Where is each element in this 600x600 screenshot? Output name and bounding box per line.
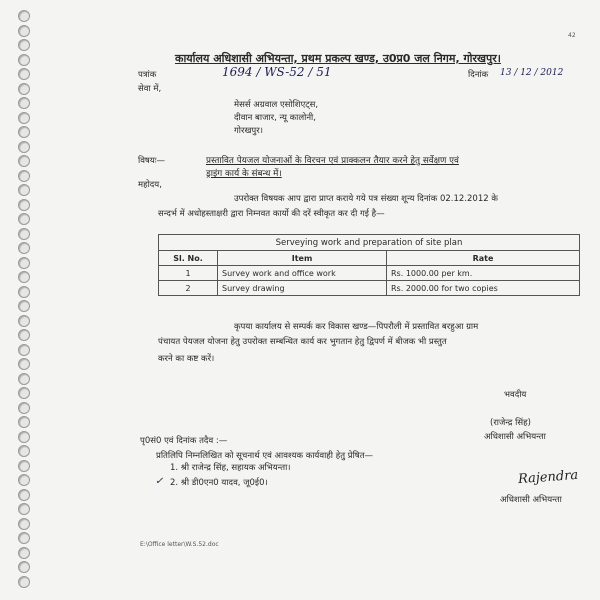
page-number: 42 [568,32,576,39]
binding-hole [18,68,30,80]
paragraph-line: उपरोक्त विषयक आप द्वारा प्राप्त कराये गये पत्र संख्या शून्य दिनांक 02.12.2012 के [234,194,498,204]
address-line: दीवान बाजार, न्यू कालोनी, [234,113,316,123]
seva-label: सेवा में, [138,84,162,94]
binding-hole [18,199,30,211]
binding-hole [18,474,30,486]
table-header: Item [218,251,387,266]
patrank-label: पत्रांक [138,70,157,80]
bottom-title: अधिशासी अभियन्ता [500,495,562,505]
signer-title: अधिशासी अभियन्ता [484,432,546,442]
binding-hole [18,184,30,196]
binding-hole [18,576,30,588]
binding-hole [18,344,30,356]
salutation: महोदय, [138,180,162,190]
binding-hole [18,358,30,370]
binding-hole [18,126,30,138]
table-cell: 1 [159,266,218,281]
table-cell: 2 [159,281,218,296]
binding-hole [18,271,30,283]
paragraph-line: पंचायत पेयजल योजना हेतु उपरोक्त सम्बन्धित कार्य कर भुगतान हेतु द्विपर्ण में बीजक भी प्रस्तुत [158,337,447,347]
binding-hole [18,460,30,472]
spiral-binding [18,10,32,595]
binding-hole [18,141,30,153]
binding-hole [18,170,30,182]
table-header: Rate [387,251,580,266]
rate-table [158,234,580,296]
table-header-row [159,251,580,266]
binding-hole [18,373,30,385]
paragraph-line: सन्दर्भ में अधोहस्ताक्षरी द्वारा निम्नवत कार्यो की दरें स्वीकृत कर दी गई है— [158,209,385,219]
office-heading: कार्यालय अधिशासी अभियन्ता, प्रथम प्रकल्प खण्ड, उ0प्र0 जल निगम, गोरखपुर। [175,52,501,65]
binding-hole [18,286,30,298]
date-label: दिनांक [468,70,489,80]
binding-hole [18,518,30,530]
table-cell: Rs. 2000.00 for two copies [387,281,580,296]
table-row [159,281,580,296]
copy-item: 1. श्री राजेन्द्र सिंह, सहायक अभियन्ता। [170,463,291,473]
binding-hole [18,39,30,51]
binding-hole [18,416,30,428]
binding-hole [18,83,30,95]
table-cell: Rs. 1000.00 per km. [387,266,580,281]
table-cell: Survey work and office work [218,266,387,281]
binding-hole [18,300,30,312]
copy-heading: पृ0सं0 एवं दिनांक तदैव :— [140,436,228,446]
subject-label: विषयः— [138,156,165,166]
binding-hole [18,329,30,341]
address-line: गोरखपुर। [234,126,263,136]
footer-note: E:\Office letter\W.S.52.doc [140,541,219,548]
date-value: 13 / 12 / 2012 [500,68,564,78]
binding-hole [18,54,30,66]
subject-line: प्रस्तावित पेयजल योजनाओं के विरचन एवं प्राक्कलन तैयार करने हेतु सर्वेक्षण एवं [206,156,459,166]
signature: Rajendra [517,467,579,488]
binding-hole [18,503,30,515]
binding-hole [18,387,30,399]
binding-hole [18,242,30,254]
binding-hole [18,257,30,269]
table-row [159,266,580,281]
address-line: मेसर्स अग्रवाल एसोशिएट्स, [234,100,319,110]
binding-hole [18,532,30,544]
binding-hole [18,10,30,22]
paragraph-line: करने का कष्ट करें। [158,354,215,364]
signer-name: (राजेन्द्र सिंह) [490,418,531,428]
binding-hole [18,25,30,37]
copy-item: 2. श्री डी0एन0 यादव, जू0ई0। [170,478,268,488]
binding-hole [18,547,30,559]
table-header: Sl. No. [159,251,218,266]
binding-hole [18,228,30,240]
table-cell: Survey drawing [218,281,387,296]
binding-hole [18,489,30,501]
paragraph-line: कृपया कार्यालय से सम्पर्क कर विकास खण्ड—पिपरौली में प्रस्तावित बरहुआ ग्राम [234,322,479,332]
patrank-value: 1694 / WS-52 / 51 [222,65,332,79]
binding-hole [18,561,30,573]
closing: भवदीय [504,390,527,400]
copy-intro: प्रतिलिपि निम्नलिखित को सूचनार्थ एवं आवश्यक कार्यवाही हेतु प्रेषित— [156,451,374,461]
binding-hole [18,213,30,225]
check-mark: ✓ [155,476,164,487]
binding-hole [18,402,30,414]
binding-hole [18,431,30,443]
binding-hole [18,155,30,167]
binding-hole [18,97,30,109]
binding-hole [18,445,30,457]
binding-hole [18,315,30,327]
subject-line: ड्राइंग कार्य के संबन्ध में। [206,169,282,179]
binding-hole [18,112,30,124]
table-caption: Serveying work and preparation of site plan [159,235,580,251]
